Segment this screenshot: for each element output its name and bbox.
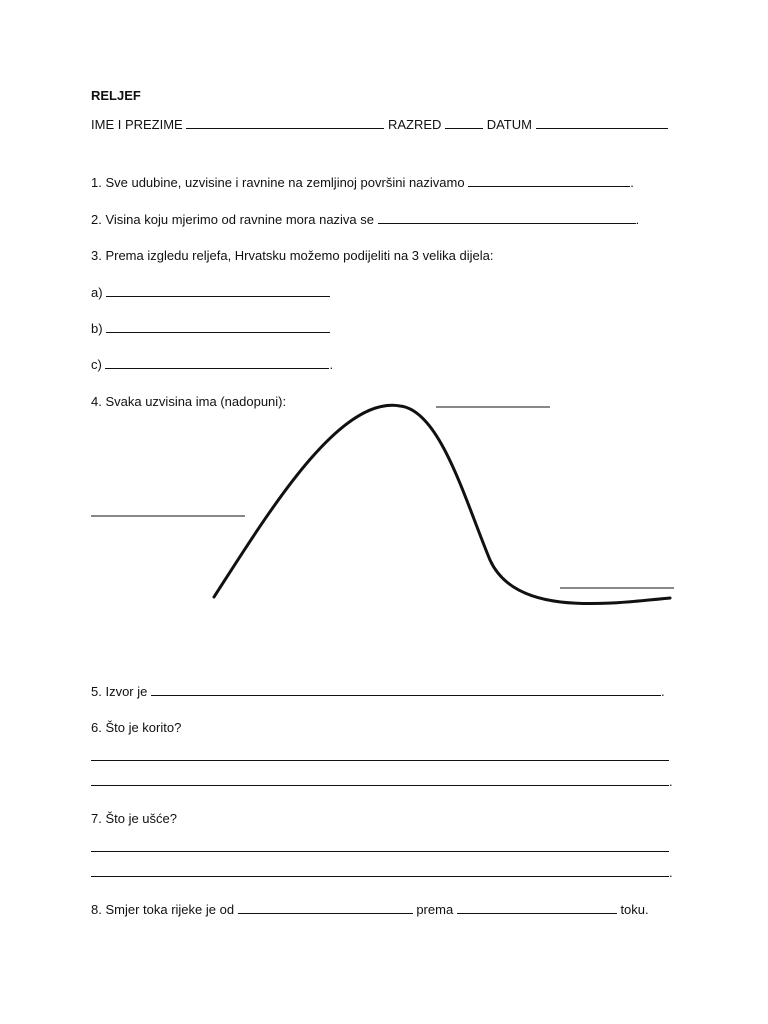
page-title: RELJEF	[91, 88, 141, 103]
answer-6-line-2[interactable]	[91, 774, 669, 786]
answer-3c-label: c)	[91, 357, 102, 372]
question-6-text: 6. Što je korito?	[91, 720, 182, 735]
question-7-text: 7. Što je ušće?	[91, 811, 177, 826]
hill-curve	[214, 405, 670, 603]
question-8-end: toku.	[620, 902, 649, 917]
answer-6-line-1[interactable]	[91, 760, 669, 761]
question-4-text: 4. Svaka uzvisina ima (nadopuni):	[91, 394, 287, 409]
question-5-end: .	[660, 684, 665, 699]
answer-5-field[interactable]	[151, 684, 661, 696]
question-2-text: 2. Visina koju mjerimo od ravnine mora naziva se	[91, 212, 375, 227]
question-3-text: 3. Prema izgledu reljefa, Hrvatsku možemo podijeliti na 3 velika dijela:	[91, 248, 494, 263]
answer-7-line-2-row	[91, 865, 673, 881]
date-label: DATUM	[486, 117, 532, 132]
name-label: IME I PREZIME	[91, 117, 183, 132]
answer-3a-label: a)	[91, 285, 103, 300]
answer-8b-field[interactable]	[457, 902, 617, 914]
question-8-mid: prema	[416, 902, 454, 917]
question-8	[91, 902, 649, 918]
answer-8a-field[interactable]	[238, 902, 413, 914]
question-1-end: .	[630, 175, 634, 190]
question-8-text: 8. Smjer toka rijeke je od	[91, 902, 235, 917]
answer-7-line-1[interactable]	[91, 851, 669, 852]
question-5	[91, 684, 665, 700]
question-5-text: 5. Izvor je	[91, 684, 148, 699]
answer-3b-label: b)	[91, 321, 103, 336]
question-6-end: .	[669, 774, 673, 789]
question-7-end: .	[669, 865, 673, 880]
answer-3c-end: .	[329, 357, 334, 372]
question-1-text: 1. Sve udubine, uzvisine i ravnine na zemljinoj površini nazivamo	[91, 175, 465, 190]
question-2-end: .	[635, 212, 640, 227]
class-label: RAZRED	[387, 117, 442, 132]
answer-7-line-2[interactable]	[91, 865, 669, 877]
answer-6-line-2-row	[91, 774, 673, 790]
